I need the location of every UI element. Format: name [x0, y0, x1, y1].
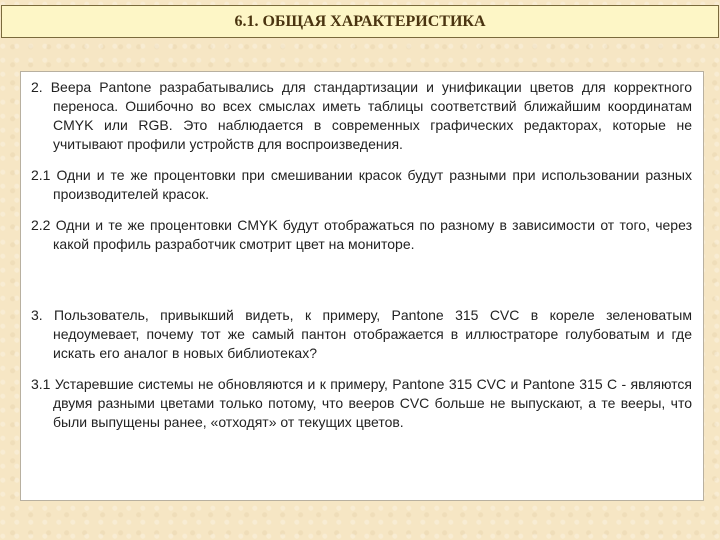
spacer — [31, 266, 692, 306]
slide-title: 6.1. ОБЩАЯ ХАРАКТЕРИСТИКА — [234, 12, 486, 30]
content-box — [20, 71, 704, 501]
title-bar — [1, 5, 719, 38]
paragraph-3: 3. Пользователь, привыкший видеть, к примеру, Pantone 315 CVC в кореле зеленоватым недоумевает, почему тот же самый пантон отображается в иллюстраторе голубоватым и где искать его аналог в новых библиотеках? — [31, 307, 692, 361]
paragraph-2: 2. Веера Pantone разрабатывались для стандартизации и унификации цветов для корректного переноса. Ошибочно во всех смыслах иметь таблицы соответствий ближайшим координатам CMYK или RGB. Это наблюдается в современных графических редакторах, которые не учитывают профили устройств для воспроизведения. — [31, 79, 692, 152]
paragraph-2-2: 2.2 Одни и те же процентовки CMYK будут отображаться по разному в зависимости от того, через какой профиль разработчик смотрит цвет на мониторе. — [31, 217, 692, 252]
paragraph-3-1: 3.1 Устаревшие системы не обновляются и к примеру, Pantone 315 CVC и Pantone 315 C - являются двумя разными цветами только потому, что вееров CVC больше не выпускают, а те вееры, что были выпущены ранее, «отходят» от текущих цветов. — [31, 376, 692, 430]
paragraph-2-1: 2.1 Одни и те же процентовки при смешивании красок будут разными при использовании разных производителей красок. — [31, 167, 692, 202]
